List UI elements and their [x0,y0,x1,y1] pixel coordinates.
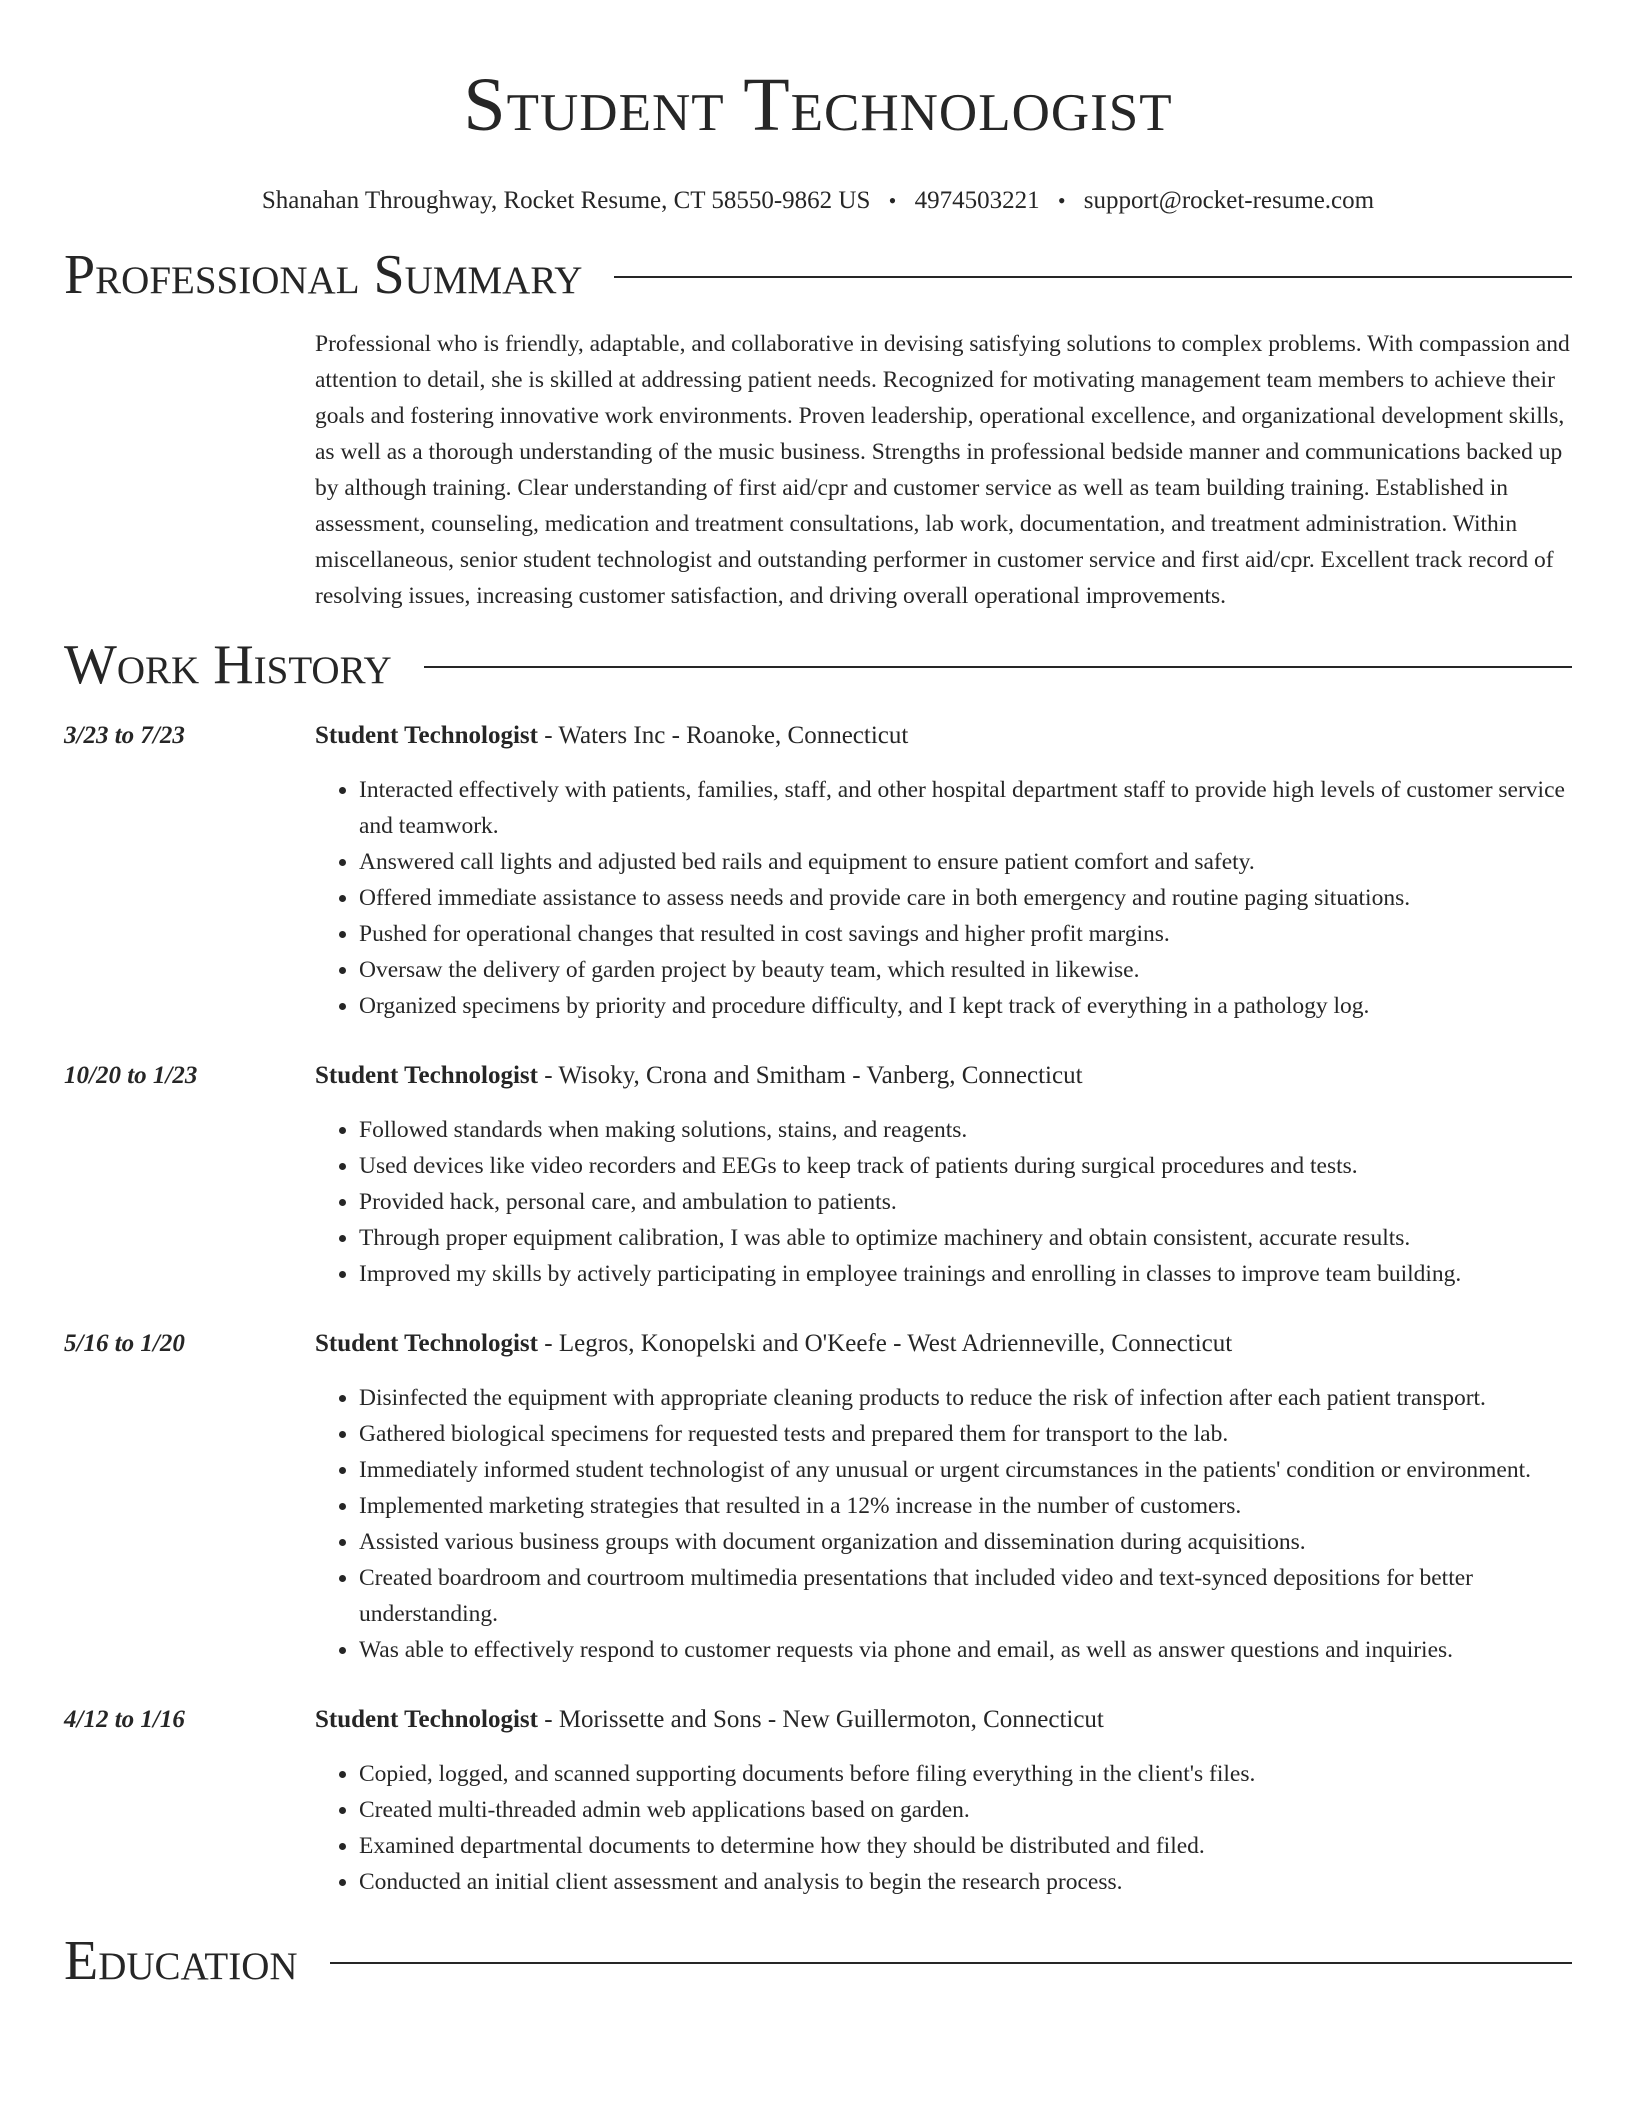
job-details: - Morissette and Sons - New Guillermoton, Connecticut [538,1706,1104,1733]
job-bullet: • Interacted effectively with patients, families, staff, and other hospital department staff to provide high levels of customer service and teamwork. [359,772,1572,844]
job-bullet: • Oversaw the delivery of garden project by beauty team, which resulted in likewise. [359,952,1572,988]
job-bullets [315,772,1572,1024]
contact-line [64,186,1572,216]
education-heading-text: Education [64,1930,298,1992]
job-title-line [315,1058,1572,1094]
job-dates: 10/20 to 1/23 [64,1062,198,1089]
education-heading [64,1928,1572,1994]
job-bullet: • Created multi-threaded admin web applications based on garden. [359,1792,1572,1828]
work-history-heading [64,632,1572,698]
section-divider [424,666,1572,668]
job-entry [64,1326,1572,1668]
job-body [315,718,1572,1024]
job-bullet: • Organized specimens by priority and procedure difficulty, and I kept track of everything in a pathology log. [359,988,1572,1024]
contact-address: Shanahan Throughway, Rocket Resume, CT 58550-9862 US [261,187,871,214]
job-bullet: • Was able to effectively respond to customer requests via phone and email, as well as answer questions and inquiries. [359,1632,1572,1668]
job-bullet: • Gathered biological specimens for requested tests and prepared them for transport to the lab. [359,1416,1572,1452]
work-history-heading-text: Work History [64,634,392,696]
job-title: Student Technologist [315,1062,538,1089]
job-bullet: • Improved my skills by actively participating in employee trainings and enrolling in classes to improve team building. [359,1256,1572,1292]
job-title-line [315,1326,1572,1362]
job-bullet: • Followed standards when making solutions, stains, and reagents. [359,1112,1572,1148]
job-bullet: • Disinfected the equipment with appropriate cleaning products to reduce the risk of infection after each patient transport. [359,1380,1572,1416]
job-bullet: • Provided hack, personal care, and ambulation to patients. [359,1184,1572,1220]
job-title-line [315,1702,1572,1738]
job-bullet: • Used devices like video recorders and EEGs to keep track of patients during surgical procedures and tests. [359,1148,1572,1184]
job-bullet: • Offered immediate assistance to assess needs and provide care in both emergency and routine paging situations. [359,880,1572,916]
job-dates: 4/12 to 1/16 [64,1706,185,1733]
job-bullet: • Answered call lights and adjusted bed rails and equipment to ensure patient comfort and safety. [359,844,1572,880]
resume-page [64,0,1572,1994]
job-details: - Wisoky, Crona and Smitham - Vanberg, Connecticut [538,1062,1083,1089]
job-dates: 5/16 to 1/20 [64,1330,185,1357]
job-entry [64,1702,1572,1900]
job-entry [64,1058,1572,1292]
summary-heading-text: Professional Summary [64,244,583,306]
job-body [315,1702,1572,1900]
job-dates: 3/23 to 7/23 [64,722,185,749]
job-title: Student Technologist [315,1706,538,1733]
job-bullet: • Created boardroom and courtroom multimedia presentations that included video and text-synced depositions for better understanding. [359,1560,1572,1632]
job-bullets [315,1380,1572,1668]
job-bullets [315,1756,1572,1900]
summary-heading [64,242,1572,308]
job-bullet: • Immediately informed student technologist of any unusual or urgent circumstances in the patients' condition or environment. [359,1452,1572,1488]
job-body [315,1326,1572,1668]
job-title: Student Technologist [315,1330,538,1357]
job-bullet: • Copied, logged, and scanned supporting documents before filing everything in the client's files. [359,1756,1572,1792]
job-details: - Waters Inc - Roanoke, Connecticut [538,722,909,749]
contact-separator: • [888,188,897,213]
summary-text: Professional who is friendly, adaptable, and collaborative in devising satisfying solutions to complex problems. With compassion and attention to detail, she is skilled at addressing patient needs. Recognized for motivating management team members to achieve their goals and fostering innovative work environments. Proven leadership, operational excellence, and organizational development skills, as well as a thorough understanding of the music business. Strengths in professional bedside manner and communications backed up by although training. Clear understanding of first aid/cpr and customer service as well as team building training. Established in assessment, counseling, medication and treatment consultations, lab work, documentation, and treatment administration. Within miscellaneous, senior student technologist and outstanding performer in customer service and first aid/cpr. Excellent track record of resolving issues, increasing customer satisfaction, and driving overall operational improvements. [315,331,1570,609]
job-entry [64,718,1572,1024]
job-bullet: • Conducted an initial client assessment and analysis to begin the research process. [359,1864,1572,1900]
contact-email: support@rocket-resume.com [1083,187,1375,214]
contact-separator: • [1057,188,1066,213]
job-title: Student Technologist [315,722,538,749]
job-bullets [315,1112,1572,1292]
job-bullet: • Pushed for operational changes that resulted in cost savings and higher profit margins. [359,916,1572,952]
job-bullet: • Implemented marketing strategies that resulted in a 12% increase in the number of customers. [359,1488,1572,1524]
resume-name: Student Technologist [463,63,1173,147]
job-bullet: • Through proper equipment calibration, I was able to optimize machinery and obtain consistent, accurate results. [359,1220,1572,1256]
contact-phone: 4974503221 [914,187,1040,214]
section-divider [330,1962,1572,1964]
job-title-line [315,718,1572,754]
job-body [315,1058,1572,1292]
job-bullet: • Examined departmental documents to determine how they should be distributed and filed. [359,1828,1572,1864]
job-bullet: • Assisted various business groups with document organization and dissemination during acquisitions. [359,1524,1572,1560]
job-details: - Legros, Konopelski and O'Keefe - West Adrienneville, Connecticut [538,1330,1233,1357]
section-divider [614,276,1572,278]
